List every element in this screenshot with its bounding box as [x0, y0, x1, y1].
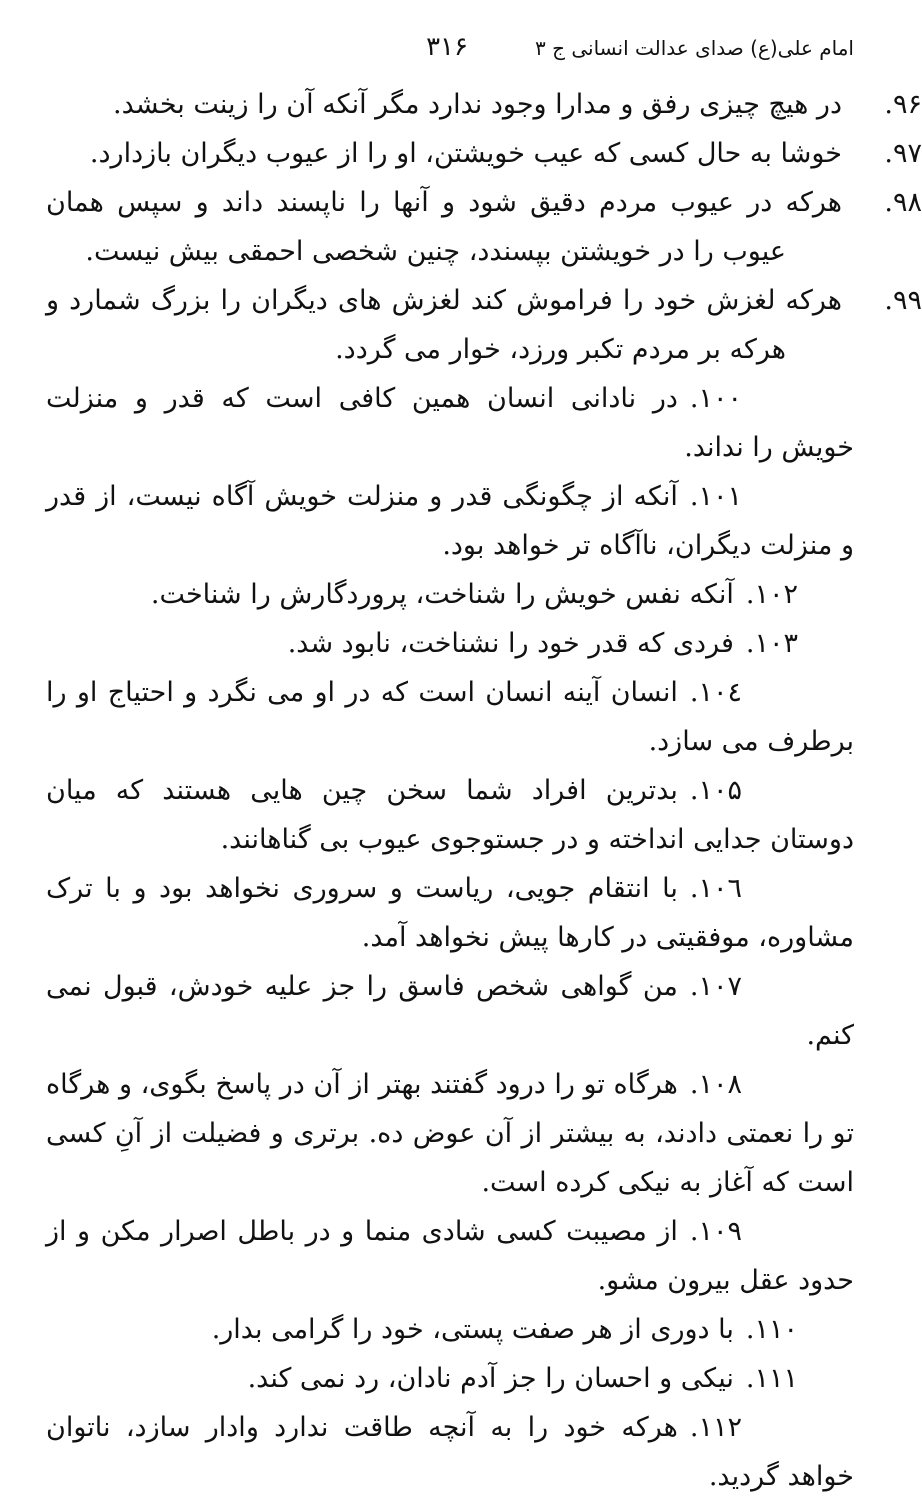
saying-105 [46, 766, 854, 864]
saying-number: ۱۰۷. [689, 971, 742, 1002]
saying-number: ۱۱۲. [689, 1412, 742, 1443]
saying-text: فردی که قدر خود را نشناخت، نابود شد. [287, 628, 734, 659]
saying-text: هرکه لغزش خود را فراموش کند لغزش های دیگران را بزرگ شمارد و هرکه بر مردم تکبر ورزد، خوار می گردد. [46, 285, 842, 365]
saying-number: ۱۰٦. [689, 873, 742, 904]
saying-text: با انتقام جویی، ریاست و سروری نخواهد بود و با ترک مشاوره، موفقیتی در کارها پیش نخواهد آمد. [46, 873, 854, 953]
saying-number: ۱۰٤. [689, 677, 742, 708]
saying-text: من گواهی شخص فاسق را جز علیه خودش، قبول نمی کنم. [46, 971, 854, 1051]
saying-number: ۱۰۰. [689, 383, 742, 414]
saying-111 [46, 1354, 854, 1403]
saying-number: ۱۰۱. [689, 481, 742, 512]
saying-102 [46, 570, 854, 619]
page-number: ۳۱۶ [426, 32, 468, 62]
saying-text: بدترین افراد شما سخن چین هایی هستند که میان دوستان جدایی انداخته و در جستوجوی عیوب بی گناهانند. [46, 775, 854, 855]
saying-text: هرکه در عیوب مردم دقیق شود و آنها را ناپسند داند و سپس همان عیوب را در خویشتن بپسندد، چنین شخصی احمقی بیش نیست. [46, 187, 842, 267]
saying-number: ۱۱۰. [745, 1314, 798, 1345]
saying-text: از مصیبت کسی شادی منما و در باطل اصرار مکن و از حدود عقل بیرون مشو. [46, 1216, 854, 1296]
saying-text: خوشا به حال کسی که عیب خویشتن، او را از عیوب دیگران بازدارد. [89, 138, 842, 169]
saying-text: در هیچ چیزی رفق و مدارا وجود ندارد مگر آنکه آن را زینت بخشد. [113, 89, 842, 120]
saying-text: نیکی و احسان را جز آدم نادان، رد نمی کند. [247, 1363, 734, 1394]
saying-text: انسان آینه انسان است که در او می نگرد و احتیاج او را برطرف می سازد. [46, 677, 854, 757]
saying-97: ۹۷.خوشا به حال کسی که عیب خویشتن، او را از عیوب دیگران بازدارد. [89, 138, 922, 169]
sayings-list [46, 80, 922, 1501]
saying-text: در نادانی انسان همین کافی است که قدر و منزلت خویش را نداند. [46, 383, 854, 463]
saying-99: ۹۹.هرکه لغزش خود را فراموش کند لغزش های دیگران را بزرگ شمارد و هرکه بر مردم تکبر ورزد، خوار می گردد. [46, 285, 922, 365]
saying-number: ۱۰۲. [745, 579, 798, 610]
saying-106 [46, 864, 854, 962]
saying-text: آنکه نفس خویش را شناخت، پروردگارش را شناخت. [150, 579, 734, 610]
saying-98: ۹۸.هرکه در عیوب مردم دقیق شود و آنها را ناپسند داند و سپس همان عیوب را در خویشتن بپسندد، چنین شخصی احمقی بیش نیست. [46, 187, 922, 267]
saying-text: با دوری از هر صفت پستی، خود را گرامی بدار. [211, 1314, 734, 1345]
running-header [46, 32, 854, 66]
saying-number: ۱۰۵. [689, 775, 742, 806]
saying-number: ۱۱۱. [745, 1363, 798, 1394]
saying-104 [46, 668, 854, 766]
saying-110 [46, 1305, 854, 1354]
saying-112 [46, 1403, 854, 1501]
saying-text: هرگاه تو را درود گفتند بهتر از آن در پاسخ بگوی، و هرگاه تو را نعمتی دادند، به بیشتر از آن عوض ده. برتری و فضیلت از آنِ کسی است که آغاز به نیکی کرده است. [46, 1069, 854, 1198]
saying-109 [46, 1207, 854, 1305]
saying-number: ۱۰۸. [689, 1069, 742, 1100]
book-title: امام علی(ع) صدای عدالت انسانی ج ۳ [534, 36, 854, 60]
saying-text: هرکه خود را به آنچه طاقت ندارد وادار سازد، ناتوان خواهد گردید. [46, 1412, 854, 1492]
saying-107 [46, 962, 854, 1060]
saying-100 [46, 374, 854, 472]
saying-108 [46, 1060, 854, 1207]
saying-103 [46, 619, 854, 668]
saying-text: آنکه از چگونگی قدر و منزلت خویش آگاه نیست، از قدر و منزلت دیگران، ناآگاه تر خواهد بود. [46, 481, 854, 561]
saying-101 [46, 472, 854, 570]
saying-number: ۱۰۹. [689, 1216, 742, 1247]
saying-number: ۱۰۳. [745, 628, 798, 659]
saying-96: ۹۶.در هیچ چیزی رفق و مدارا وجود ندارد مگر آنکه آن را زینت بخشد. [113, 89, 922, 120]
